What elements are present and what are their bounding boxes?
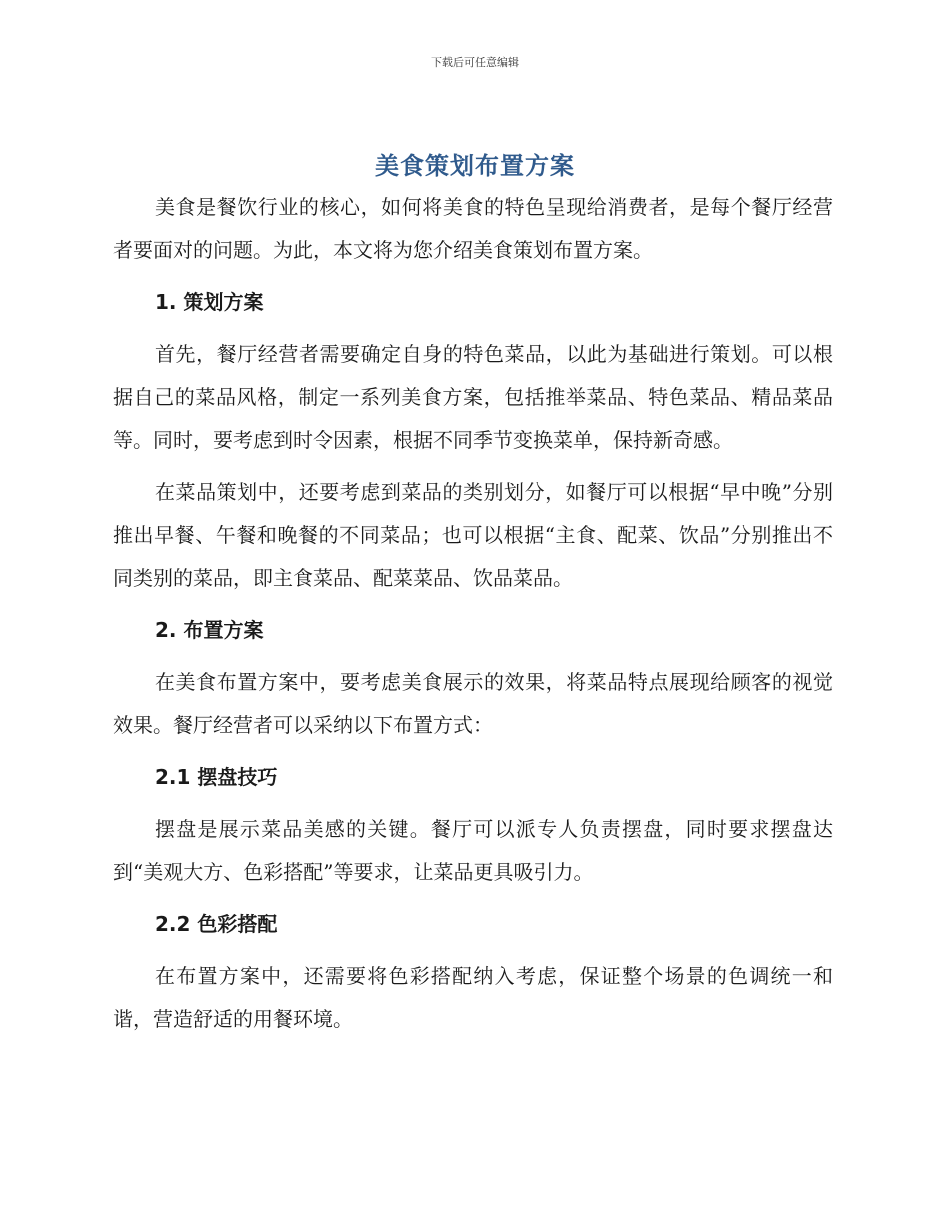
subsection-heading-2-1: 2.1 摆盘技巧	[155, 765, 278, 789]
section-2-paragraph: 在美食布置方案中，要考虑美食展示的效果，将菜品特点展现给顾客的视觉效果。餐厅经营者可以采纳以下布置方式：	[113, 670, 833, 737]
section-1-paragraph-1: 首先，餐厅经营者需要确定自身的特色菜品，以此为基础进行策划。可以根据自己的菜品风格，制定一系列美食方案，包括推举菜品、特色菜品、精品菜品等。同时，要考虑到时令因素，根据不同季节变换菜单，保持新奇感。	[113, 342, 833, 452]
document-title: 美食策划布置方案	[375, 152, 575, 180]
subsection-heading-2-2: 2.2 色彩搭配	[155, 912, 278, 936]
intro-paragraph: 美食是餐饮行业的核心，如何将美食的特色呈现给消费者，是每个餐厅经营者要面对的问题。为此，本文将为您介绍美食策划布置方案。	[113, 195, 833, 262]
subsection-2-2-paragraph: 在布置方案中，还需要将色彩搭配纳入考虑，保证整个场景的色调统一和谐，营造舒适的用餐环境。	[113, 964, 833, 1031]
subsection-2-1-paragraph: 摆盘是展示菜品美感的关键。餐厅可以派专人负责摆盘，同时要求摆盘达到“美观大方、色彩搭配”等要求，让菜品更具吸引力。	[113, 817, 833, 884]
section-heading-2: 2. 布置方案	[155, 618, 264, 642]
header-note: 下载后可任意编辑	[431, 56, 519, 69]
document-body	[113, 186, 833, 1050]
section-1-paragraph-2: 在菜品策划中，还要考虑到菜品的类别划分，如餐厅可以根据“早中晚”分别推出早餐、午餐和晚餐的不同菜品；也可以根据“主食、配菜、饮品”分别推出不同类别的菜品，即主食菜品、配菜菜品、饮品菜品。	[113, 480, 833, 590]
section-heading-1: 1. 策划方案	[155, 290, 264, 314]
